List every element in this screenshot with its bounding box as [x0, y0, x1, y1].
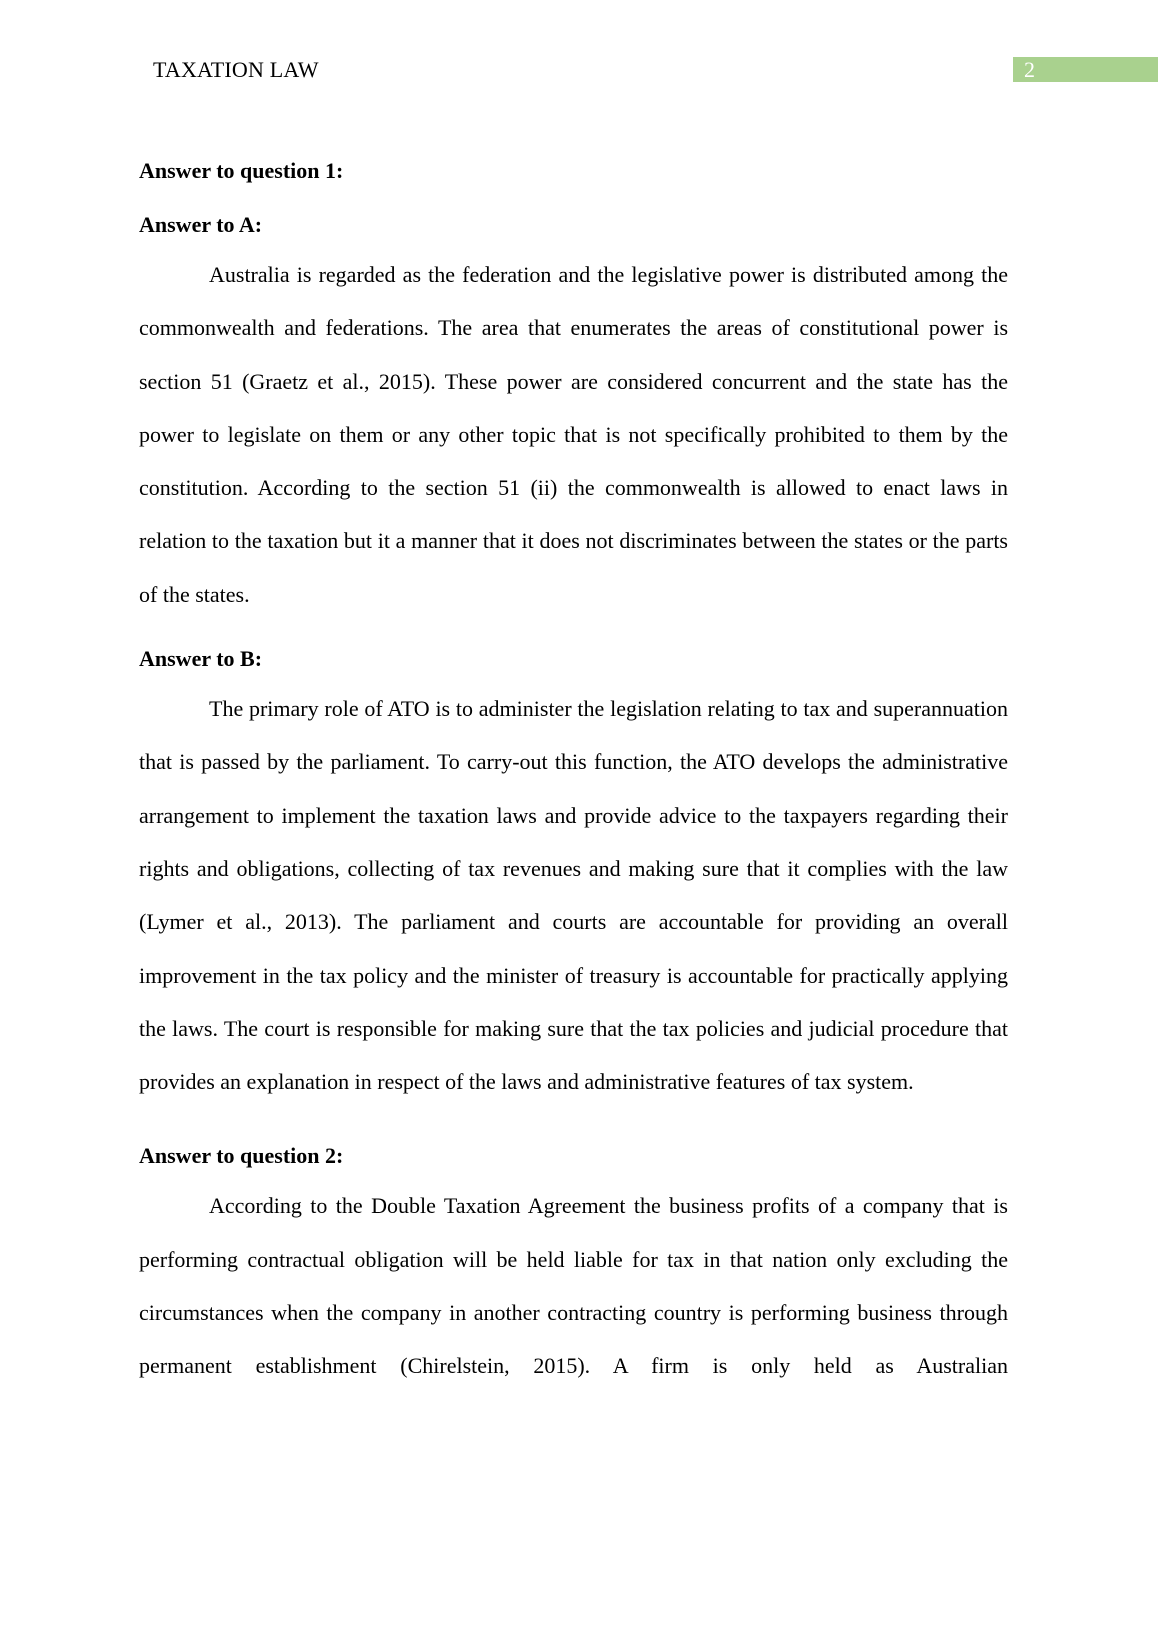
question-1-heading: Answer to question 1: — [139, 158, 344, 183]
document-body — [139, 155, 1008, 1393]
running-header-title: TAXATION LAW — [153, 57, 319, 82]
page-number: 2 — [1024, 57, 1035, 82]
answer-a-heading: Answer to A: — [139, 212, 263, 237]
answer-b-paragraph: The primary role of ATO is to administer the legislation relating to tax and superannuation that is passed by the parliament. To carry-out this function, the ATO develops the administrative arrangement to implement the taxation laws and provide advice to the taxpayers regarding their rights and obligations, collecting of tax revenues and making sure that it complies with the law (Lymer et al., 2013). The parliament and courts are accountable for providing an overall improvement in the tax policy and the minister of treasury is accountable for practically applying the laws. The court is responsible for making sure that the tax policies and judicial procedure that provides an explanation in respect of the laws and administrative features of tax system. — [139, 696, 1008, 1095]
question-2-paragraph: According to the Double Taxation Agreement the business profits of a company that is performing contractual obligation will be held liable for tax in that nation only excluding the circumstances when the company in another contracting country is performing business through permanent establishment (Chirelstein, 2015). A firm is only held as Australian — [139, 1193, 1008, 1379]
answer-b-heading: Answer to B: — [139, 646, 263, 672]
question-2-heading: Answer to question 2: — [139, 1143, 344, 1169]
answer-a-paragraph: Australia is regarded as the federation and the legislative power is distributed among the commonwealth and federations. The area that enumerates the areas of constitutional power is section 51 (Graetz et al., 2015). These power are considered concurrent and the state has the power to legislate on them or any other topic that is not specifically prohibited to them by the constitution. According to the section 51 (ii) the commonwealth is allowed to enact laws in relation to the taxation but it a manner that it does not discriminates between the states or the parts of the states. — [139, 262, 1008, 607]
